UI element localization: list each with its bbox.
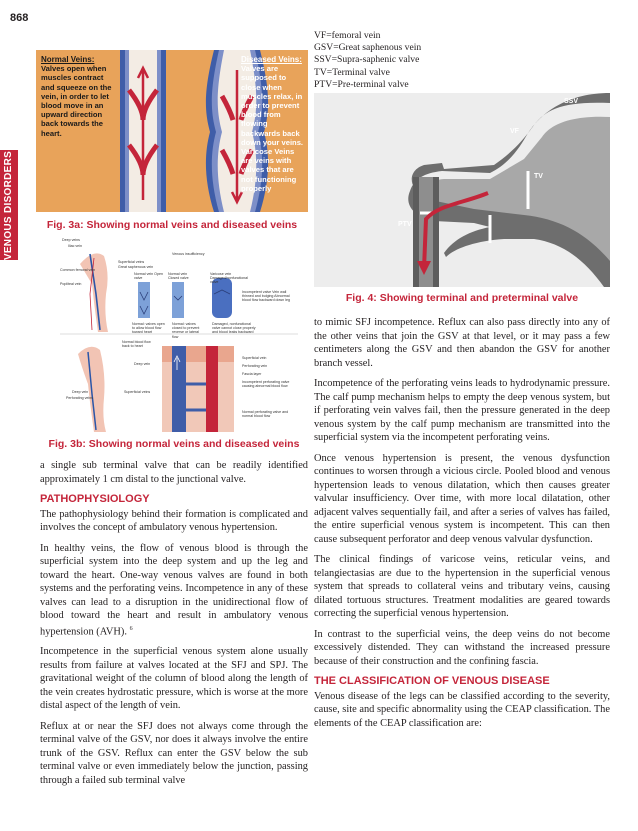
heading-classification: THE CLASSIFICATION OF VENOUS DISEASE [314, 675, 550, 687]
figure-4-caption: Fig. 4: Showing terminal and preterminal valve [345, 292, 579, 304]
side-tab-label: VENOUS DISORDERS [3, 150, 15, 260]
label-fascia-layer: Fascia layer [242, 372, 262, 376]
label-normal-perforating: Normal perforating valve and normal blood flow [242, 410, 289, 419]
right-paragraph-5: In contrast to the superficial veins, the deep veins do not become excessively distended. They can withstand the increased pressure because of their construction and the confining fascia. [314, 628, 610, 667]
heading-pathophysiology: PATHOPHYSIOLOGY [40, 493, 150, 505]
label-normal-closed: Normal vein Closed valve [168, 272, 189, 281]
label-normal-closed-note: Normal: valves closed to prevent reverse or lateral flow [172, 322, 200, 339]
saphenofemoral-junction-diagram [314, 93, 610, 287]
left-column [40, 459, 308, 794]
label-iliac-vein: Iliac vein [68, 244, 82, 248]
label-normal-open: Normal vein Open valve [134, 272, 163, 281]
left-paragraph-3 [40, 542, 308, 639]
normal-veins-title: Normal Veins: [41, 55, 95, 64]
right-paragraph-1: to mimic SFJ incompetence. Reflux can also pass directly into any of the other veins that join the GSV at that level, or it may pass a few centimeters along the GSV and then abandon the GSV for another branch vessel. [314, 317, 610, 369]
left-paragraph-4: Incompetence in the superficial venous system alone usually results from failure at valves located at the SFJ and SPJ. The gravitational weight of the column of blood along the length of the vein creates hydrostatic pressure, which is worse at the more distal aspect of the length of vein. [40, 646, 308, 712]
label-ptv: PTV [398, 221, 412, 228]
page-number: 868 [10, 12, 29, 24]
normal-vein-illustration [112, 50, 174, 212]
legend-ptv: PTV=Pre-terminal valve [314, 78, 409, 90]
figure-3a-caption: Fig. 3a: Showing normal veins and diseased veins [46, 219, 298, 231]
left-paragraph-3-text: In healthy veins, the flow of venous blood is through the superficial system into the deep system and up the leg and toward the heart. One-way venous valves are found in both systems and the perforating veins. Incompetence in any of these valves can lead to a disruption in the unidirectional flow of blood toward the heart and result in ambulatory venous hypertension (AVH). [40, 542, 308, 637]
label-superficial-veins: Superficial veins [118, 260, 145, 264]
right-column [314, 316, 610, 737]
right-paragraph-6: Venous disease of the legs can be classified according to the severity, cause, site and specific abnormality using the CEAP classification. The elements of the CEAP classification are: [314, 690, 610, 729]
label-great-saphenous: Great saphenous vein [118, 265, 154, 269]
diseased-veins-text [241, 55, 307, 193]
label-deep-veins: Deep veins [62, 238, 80, 242]
label-incompetent-perforating: Incompetent perforating valve causing abnormal blood flow [242, 380, 290, 389]
label-venous-insufficiency: Venous insufficiency [172, 252, 205, 256]
right-paragraph-4: The clinical findings of varicose veins, reticular veins, and telangiectasias are due to the hypertension in the superficial venous system that spreads to collateral veins and tributary veins, causing dilated tortuous structures. Treatment modalities are geared towards correcting the superficial venous hypertension. [314, 554, 610, 619]
label-ssv: SSV [564, 98, 579, 105]
right-paragraph-2: Incompetence of the perforating veins leads to hydrodynamic pressure. The calf pump mechanism helps to empty the deep venous system, but if perforating vein valves fail, then the pressure generated in the deep venous system by the calf pump mechanism are transmitted into the superficial system via the incompetent perforating veins. [314, 378, 610, 443]
label-tv: TV [534, 173, 543, 180]
left-paragraph-1: a single sub terminal valve that can be readily identified approximately 1 cm distal to the junctional valve. [40, 460, 308, 485]
label-normal-flow: Normal blood flow back to heart [122, 340, 151, 349]
label-common-femoral: Common femoral vein [60, 268, 96, 272]
legend-ssv: SSV=Supra-saphenic valve [314, 54, 420, 66]
label-superficial-vein: Superficial vein [242, 356, 267, 360]
label-varicose: Varicose vein Damaged/nonfunctional valve [210, 272, 248, 285]
legend-gsv: GSV=Great saphenous vein [314, 42, 422, 54]
label-popliteal: Popliteal vein [60, 282, 82, 286]
figure-4 [314, 93, 610, 287]
figure-3b-caption: Fig. 3b: Showing normal veins and diseased veins [48, 438, 300, 450]
reference-superscript: 6 [129, 625, 133, 632]
normal-veins-text [41, 55, 115, 138]
legend-vf: VF=femoral vein [314, 30, 381, 41]
label-damaged-note: Damaged, nonfunctional valve cannot close properly and blood leaks backward [212, 322, 256, 335]
left-paragraph-2: The pathophysiology behind their formation is complicated and involves the concept of ambulatory venous hypertension. [40, 508, 308, 533]
label-superficial-veins-b: Superficial veins [124, 390, 151, 394]
right-paragraph-3: Once venous hypertension is present, the venous dysfunction continues to worsen through a vicious circle. Pooled blood and venous hypertension leads to venous dilatation, which then causes greater valvular insufficiency. Over time, with more local dilatation, other adjacent valves sequentially fail, and after a series of valves has failed, the entire superficial venous system is incompetent. This can then cause subsequent perforator and deep venous valvular dysfunction. [314, 452, 610, 545]
label-normal-open-note: Normal: valves open to allow blood flow toward heart [132, 322, 165, 335]
diseased-veins-title: Diseased Veins: [241, 55, 302, 64]
diseased-veins-description: Valves are supposed to close when muscles relax, in order to prevent blood from flowing backwards back down your veins. Varicose Veins are veins with valves that are not functioning properly [241, 64, 304, 193]
label-incompetent-valve: Incompetent valve Vein wall thinned and bulging Abnormal blood flow backward down leg [242, 290, 290, 303]
label-perforating-veins: Perforating veins [66, 396, 93, 400]
label-deep-vein: Deep vein [134, 362, 151, 366]
figure-3b [60, 234, 298, 434]
label-deep-vein-b: Deep vein [72, 390, 89, 394]
figure-3a [36, 50, 308, 212]
normal-veins-description: Valves open when muscles contract and squeeze on the vein, in order to let blood move in an upward direction back towards the heart. [41, 64, 112, 138]
label-perforating-vein: Perforating vein [242, 364, 268, 368]
figure-4-legend [314, 30, 421, 91]
left-paragraph-5: Reflux at or near the SFJ does not always come through the terminal valve of the GSV, nor does it always involve the entire trunk of the GSV. Reflux can enter the GSV below the sub terminal valve or even immediately below the junction, passing through a failed sub terminal valve [40, 720, 308, 786]
legend-tv: TV=Terminal valve [314, 66, 390, 78]
label-vf: VF [510, 128, 519, 135]
